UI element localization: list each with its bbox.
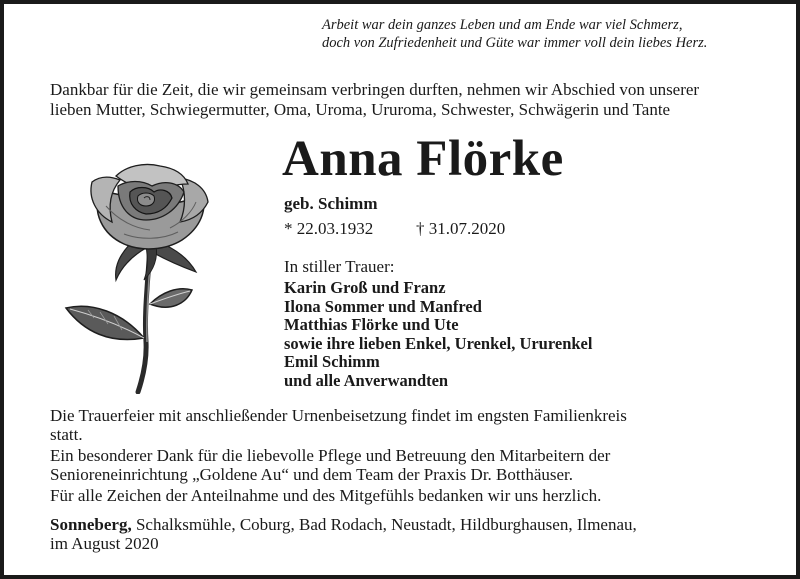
mourner-entry: Emil Schimm — [284, 352, 380, 371]
motto-verse — [322, 16, 792, 52]
places-line — [50, 515, 762, 534]
condolence-thanks: Für alle Zeichen der Anteilnahme und des Mitgefühls bedanken wir uns herzlich. — [50, 486, 602, 505]
funeral-line: statt. — [50, 425, 83, 444]
mourner-entry: Matthias Flörke und Ute — [284, 315, 459, 334]
mourners-list — [284, 279, 592, 390]
funeral-notice — [50, 406, 762, 444]
thanks-notice — [50, 446, 762, 484]
funeral-line: Die Trauerfeier mit anschließender Urnenbeisetzung findet im engsten Familienkreis — [50, 406, 627, 425]
intro-text — [50, 80, 790, 120]
mourner-entry: Karin Groß und Franz — [284, 278, 446, 297]
rose-leaf-right — [150, 289, 192, 307]
closing-signature — [50, 515, 762, 553]
places-rest: Schalksmühle, Coburg, Bad Rodach, Neustadt, Hildburghausen, Ilmenau, — [131, 515, 637, 534]
maiden-name: geb. Schimm — [284, 194, 378, 213]
place-main: Sonneberg, — [50, 515, 132, 534]
birth-date: * 22.03.1932 — [284, 219, 374, 238]
closing-date: im August 2020 — [50, 534, 159, 553]
motto-line: doch von Zufriedenheit und Güte war immer voll dein liebes Herz. — [322, 35, 708, 51]
mourning-label: In stiller Trauer: — [284, 257, 395, 276]
mourner-entry: sowie ihre lieben Enkel, Urenkel, Ururenkel — [284, 333, 593, 353]
motto-line: Arbeit war dein ganzes Leben und am Ende war viel Schmerz, — [322, 17, 683, 33]
life-dates — [284, 219, 506, 239]
thanks-line: Ein besonderer Dank für die liebevolle Pflege und Betreuung den Mitarbeitern der — [50, 446, 611, 465]
deceased-name: Anna Flörke — [282, 131, 564, 187]
mourner-entry: und alle Anverwandten — [284, 370, 449, 390]
mourner-entry: Ilona Sommer und Manfred — [284, 296, 482, 316]
rose-icon — [62, 162, 222, 394]
intro-line: Dankbar für die Zeit, die wir gemeinsam verbringen durften, nehmen wir Abschied von unserer — [50, 80, 700, 99]
death-date: † 31.07.2020 — [416, 219, 506, 238]
intro-line: lieben Mutter, Schwiegermutter, Oma, Uroma, Ururoma, Schwester, Schwägerin und Tante — [50, 100, 671, 119]
thanks-line: Senioreneinrichtung „Goldene Au“ und dem Team der Praxis Dr. Botthäuser. — [50, 465, 574, 484]
